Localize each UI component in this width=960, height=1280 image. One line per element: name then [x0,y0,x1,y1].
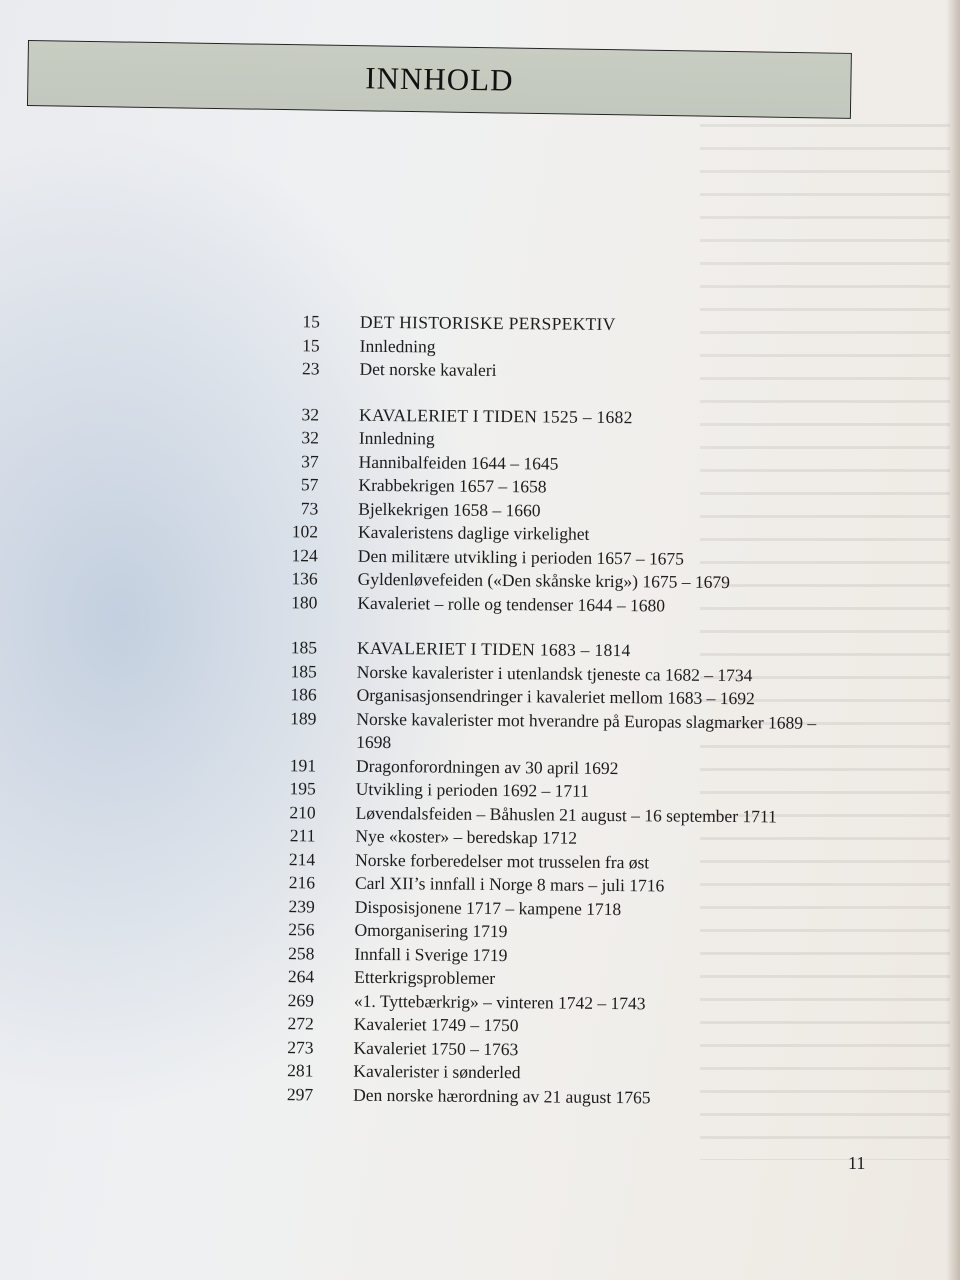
toc-entry-title: Innledning [358,427,435,449]
toc-entry-title: Kavaleristens daglige virkelighet [357,521,590,544]
toc-page-number: 32 [301,427,319,448]
toc-page-number: 281 [287,1060,314,1081]
toc-page-number: 195 [289,778,316,799]
toc-page-number: 273 [287,1036,314,1057]
toc-page-number: 185 [290,660,317,681]
toc-entry-title: Kavaleriet 1750 – 1763 [353,1037,519,1059]
toc-page-number: 211 [289,825,316,846]
toc-page-number: 23 [301,358,320,379]
toc-entry-title: Organisasjonsendringer i kavaleriet mellom 1683 – 1692 [356,684,755,709]
toc-page-number: 216 [288,872,316,893]
toc-page-number: 214 [288,848,316,869]
toc-entry-title: Norske forberedelser mot trusselen fra øst [355,849,650,872]
toc-page-number: 15 [302,311,320,332]
toc-entry-title: Disposisjonene 1717 – kampene 1718 [354,896,622,919]
toc-page-number: 297 [286,1083,314,1104]
toc-page-number: 185 [290,637,318,658]
table-of-contents [263,310,870,1133]
toc-page-number: 102 [291,521,319,542]
toc-entry-title: Den militære utvikling i perioden 1657 – 1675 [357,545,685,569]
toc-section [263,636,867,1111]
toc-page-number: 272 [287,1013,314,1034]
toc-entry-title: Nye «koster» – beredskap 1712 [355,825,578,848]
page-title: INNHOLD [365,60,514,98]
toc-entry [263,1082,863,1111]
toc-page-number: 239 [288,895,315,916]
toc-page-number: 73 [300,497,319,518]
toc-entry-title: Det norske kavaleri [359,358,497,380]
toc-entry-title: Innledning [359,335,436,356]
toc-page-number: 210 [289,801,316,822]
toc-page-number: 32 [301,403,320,424]
toc-page-number: 256 [288,919,315,940]
toc-entry-title: Etterkrigsproblemer [354,966,496,988]
toc-entry-title: Norske kavalerister mot hverandre på Europas slagmarker 1689 – 1698 [356,708,817,753]
toc-entry-title: Løvendalsfeiden – Båhuslen 21 august – 16 september 1711 [355,802,777,826]
toc-page-number: 264 [287,966,315,987]
toc-entry-title: KAVALERIET I TIDEN 1525 – 1682 [359,404,633,427]
toc-entry-title: Kavaleriet – rolle og tendenser 1644 – 1680 [357,592,666,615]
toc-entry-title: Gyldenløvefeiden («Den skånske krig») 1675 – 1679 [357,568,731,593]
toc-entry-title: DET HISTORISKE PERSPEKTIV [359,311,616,335]
toc-entry-title: Den norske hærordning av 21 august 1765 [353,1084,651,1107]
toc-page-number: 180 [291,591,318,612]
toc-page-number: 124 [291,544,318,565]
toc-entry-title: KAVALERIET I TIDEN 1683 – 1814 [356,637,631,661]
toc-page-number: 258 [288,942,315,963]
toc-entry-title: Utvikling i perioden 1692 – 1711 [355,778,590,801]
toc-entry [266,706,866,758]
toc-page-number: 136 [291,568,318,589]
toc-entry-title: Dragonforordningen av 30 april 1692 [355,755,619,778]
toc-entry-title: «1. Tyttebærkrig» – vinteren 1742 – 1743 [353,990,646,1013]
toc-entry [269,357,869,386]
toc-entry-title: Omorganisering 1719 [354,919,508,942]
toc-entry-title: Norske kavalerister i utenlandsk tjeneste ca 1682 – 1734 [356,661,753,685]
toc-page-number: 186 [290,684,317,705]
toc-page-number: 191 [289,754,317,775]
toc-page-number: 15 [302,334,320,355]
toc-entry-title: Kavalerister i sønderled [353,1060,521,1083]
toc-entry-title: Innfall i Sverige 1719 [354,943,508,965]
toc-entry-title: Carl XII’s innfall i Norge 8 mars – juli 1716 [354,872,665,896]
toc-entry-title: Krabbekrigen 1657 – 1658 [358,474,547,497]
page-number: 11 [848,1153,866,1173]
toc-section [269,310,870,386]
toc-page-number: 37 [301,450,319,471]
toc-page-number: 57 [300,474,319,495]
toc-page-number: 189 [290,707,317,728]
toc-entry-title: Bjelkekrigen 1658 – 1660 [358,498,541,520]
toc-section [267,402,869,619]
contents-header-bar [27,40,852,119]
toc-page-number: 269 [287,989,315,1010]
toc-entry-title: Kavaleriet 1749 – 1750 [353,1013,519,1036]
toc-entry [267,590,867,619]
toc-entry-title: Hannibalfeiden 1644 – 1645 [358,451,559,474]
